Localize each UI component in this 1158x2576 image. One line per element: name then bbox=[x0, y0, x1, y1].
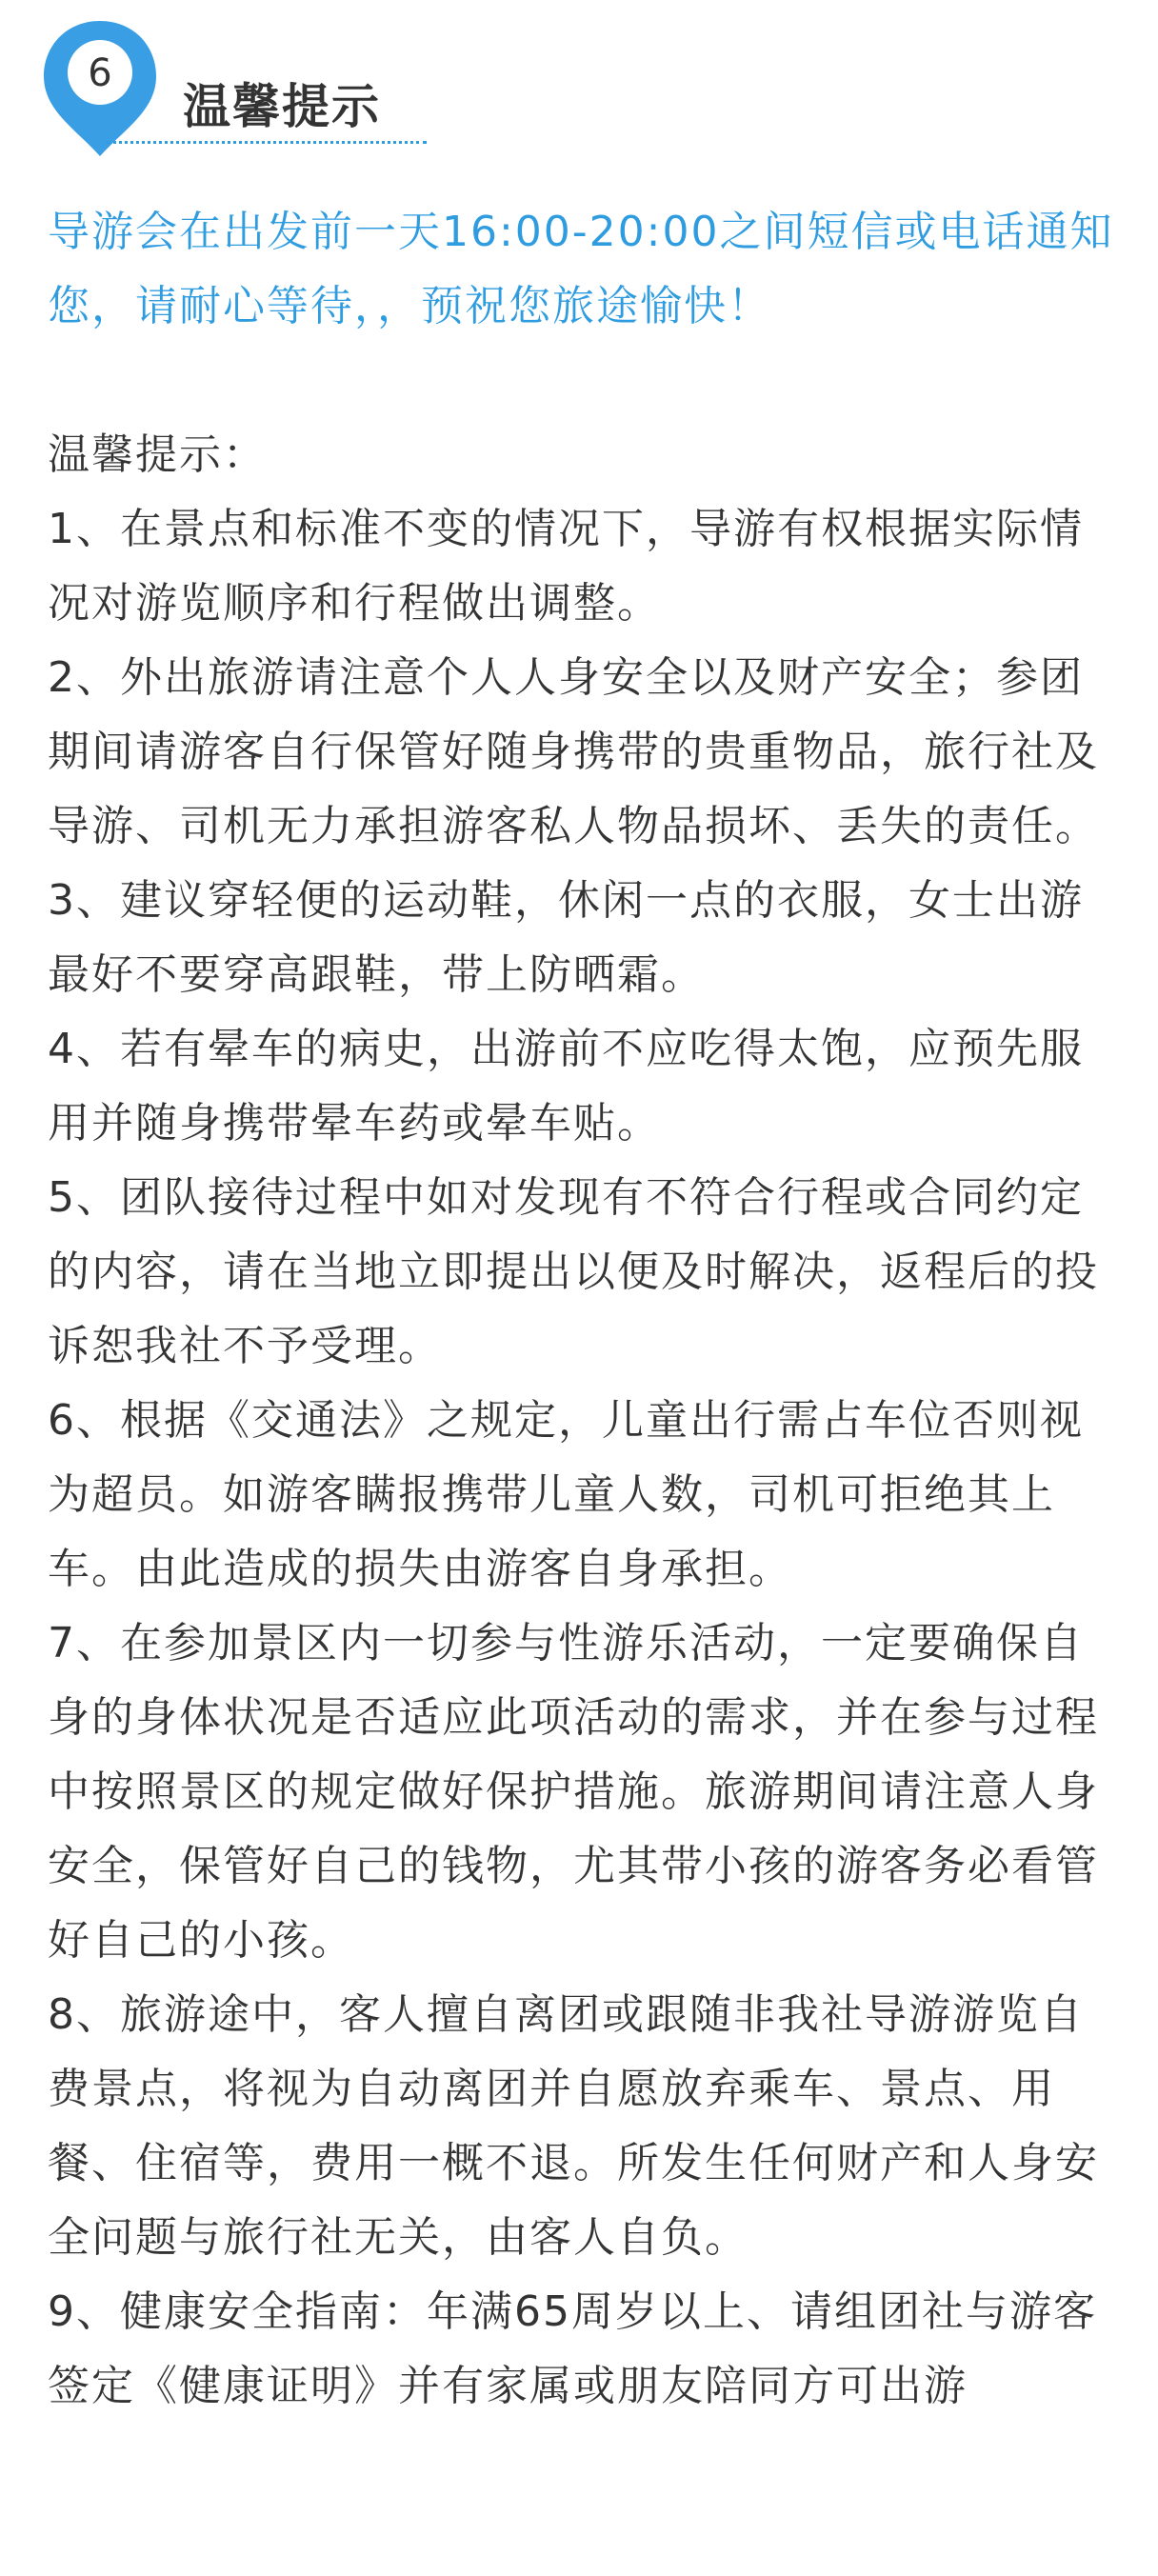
content-body bbox=[48, 195, 1124, 2424]
tip-item: 7、在参加景区内一切参与性游乐活动，一定要确保自身的身体状况是否适应此项活动的需求，并在参与过程中按照景区的规定做好保护措施。旅游期间请注意人身安全，保管好自己的钱物，尤其带小孩的游客务必看管好自己的小孩。 bbox=[48, 1619, 1099, 1965]
title-dotted-underline bbox=[107, 141, 427, 144]
section-title: 温馨提示 bbox=[183, 79, 381, 134]
tips-heading: 温馨提示： bbox=[48, 430, 267, 479]
tip-item: 5、团队接待过程中如对发现有不符合行程或合同约定的内容，请在当地立即提出以便及时解决，返程后的投诉恕我社不予受理。 bbox=[48, 1173, 1099, 1370]
section-header bbox=[0, 0, 1158, 152]
tip-item: 6、根据《交通法》之规定，儿童出行需占车位否则视为超员。如游客瞒报携带儿童人数，司机可拒绝其上车。由此造成的损失由游客自身承担。 bbox=[48, 1396, 1084, 1593]
tip-item: 9、健康安全指南：年满65周岁以上、请组团社与游客签定《健康证明》并有家属或朋友陪同方可出游 bbox=[48, 2287, 1097, 2410]
tip-item: 2、外出旅游请注意个人人身安全以及财产安全；参团期间请游客自行保管好随身携带的贵重物品，旅行社及导游、司机无力承担游客私人物品损坏、丢失的责任。 bbox=[48, 653, 1099, 850]
tip-item: 4、若有晕车的病史，出游前不应吃得太饱，应预先服用并随身携带晕车药或晕车贴。 bbox=[48, 1025, 1084, 1148]
tip-item: 1、在景点和标准不变的情况下，导游有权根据实际情况对游览顺序和行程做出调整。 bbox=[48, 505, 1084, 628]
tip-item: 3、建议穿轻便的运动鞋，休闲一点的衣服，女士出游最好不要穿高跟鞋，带上防晒霜。 bbox=[48, 876, 1084, 999]
section-number-badge: 6 bbox=[88, 51, 112, 95]
tips-list bbox=[48, 418, 1124, 2424]
tip-item: 8、旅游途中，客人擅自离团或跟随非我社导游游览自费景点，将视为自动离团并自愿放弃乘车、景点、用餐、住宿等，费用一概不退。所发生任何财产和人身安全问题与旅行社无关，由客人自负。 bbox=[48, 1990, 1099, 2262]
guide-contact-notice: 导游会在出发前一天16:00-20:00之间短信或电话通知您，请耐心等待，，预祝您旅途愉快！ bbox=[48, 208, 1114, 330]
